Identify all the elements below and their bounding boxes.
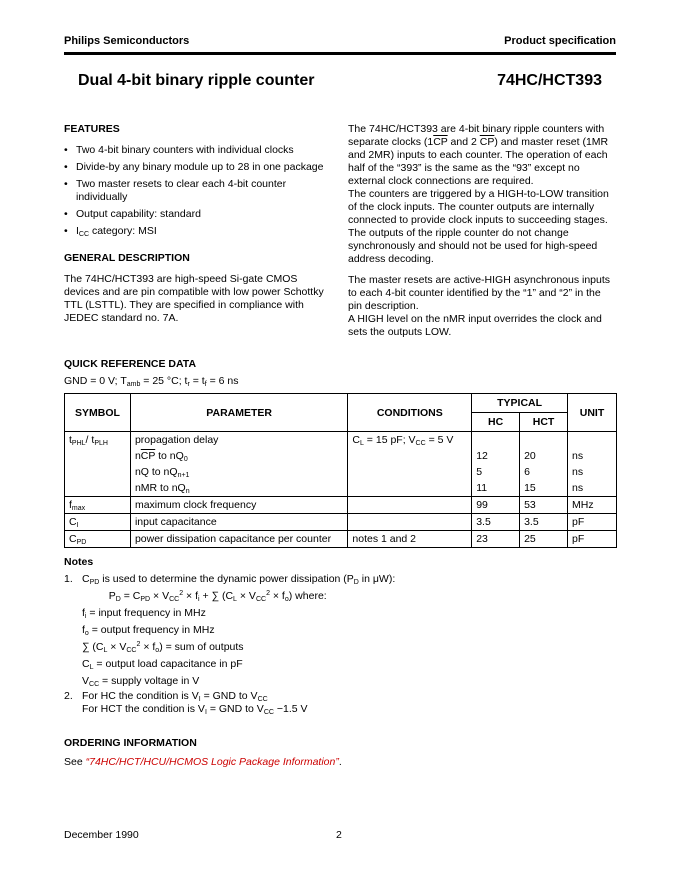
package-info-link[interactable]: “74HC/HCT/HCU/HCMOS Logic Package Information” xyxy=(85,756,339,768)
header-symbol: SYMBOL xyxy=(65,394,131,432)
cell-hc: 3.5 xyxy=(472,514,520,531)
table-row xyxy=(65,514,617,531)
ordering-text: See “74HC/HCT/HCU/HCMOS Logic Package Information”. xyxy=(64,756,342,768)
notes-section xyxy=(64,554,616,716)
header-conditions: CONDITIONS xyxy=(348,394,472,432)
page-title: Dual 4-bit binary ripple counter xyxy=(78,72,315,89)
cell-symbol: $C_{PD}$ xyxy=(65,531,131,548)
features-heading: FEATURES xyxy=(64,123,120,135)
cell-hc: 12 5 11 xyxy=(472,432,520,497)
cell-unit: ns ns ns xyxy=(568,432,617,497)
header-rule xyxy=(64,52,616,55)
note-1: 1. $C_{PD}$ is used to determine the dynamic power dissipation ($P_D$ in μW): xyxy=(64,573,396,586)
note-1-fi: $f_i$ = input frequency in MHz xyxy=(82,607,206,620)
description-p3: The master resets are active-HIGH asynchronous inputs to each 4-bit counter identified by the “1” and “2” in the pin description. xyxy=(348,274,611,312)
cell-hc: 99 xyxy=(472,497,520,514)
features-list xyxy=(64,144,332,238)
table-row xyxy=(65,432,617,497)
page-number: 2 xyxy=(336,829,342,841)
cell-unit: pF xyxy=(568,531,617,548)
cell-conditions xyxy=(348,514,472,531)
description-p2: The counters are triggered by a HIGH-to-LOW transition of the clock inputs. The counter outputs are internally connected to provide clock inputs to succeeding stages. The outputs of the ripple counter do not change synchronously and should not be used for high-speed address decoding. xyxy=(348,188,609,265)
note-1-cl: $C_L$ = output load capacitance in pF xyxy=(82,658,243,671)
cell-parameter: maximum clock frequency xyxy=(130,497,347,514)
cell-conditions xyxy=(348,497,472,514)
footer-date: December 1990 xyxy=(64,829,139,841)
cell-parameter: power dissipation capacitance per counter xyxy=(130,531,347,548)
note-2: 2. For HC the condition is $V_I$ = GND to $V_{CC}$ xyxy=(64,690,268,703)
header-typical: TYPICAL xyxy=(472,394,568,413)
cell-hct: 53 xyxy=(520,497,568,514)
header-hc: HC xyxy=(472,413,520,432)
part-number: 74HC/HCT393 xyxy=(497,72,602,89)
cell-hct: 25 xyxy=(520,531,568,548)
list-item: • Divide-by any binary module up to 28 in one package xyxy=(64,161,332,174)
note-1-sum: ∑ $(C_L \times V_{CC}^2 \times f_o)$ = sum of outputs xyxy=(82,641,244,654)
ordering-heading: ORDERING INFORMATION xyxy=(64,737,197,749)
cell-parameter: propagation delay $n\overline{CP}$ to $nQ_0$ nQ to $nQ_{n+1}$ nMR to $nQ_n$ xyxy=(130,432,347,497)
header-unit: UNIT xyxy=(568,394,617,432)
left-column xyxy=(64,123,332,325)
header-hct: HCT xyxy=(520,413,568,432)
list-item: • Output capability: standard xyxy=(64,208,332,221)
cell-conditions: $C_L = 15$ pF; $V_{CC} = 5$ V xyxy=(348,432,472,497)
table-row xyxy=(65,497,617,514)
note-1-fo: $f_o$ = output frequency in MHz xyxy=(82,624,215,637)
table-row xyxy=(65,531,617,548)
cell-symbol: $f_{max}$ xyxy=(65,497,131,514)
list-item: • Two 4-bit binary counters with individual clocks xyxy=(64,144,332,157)
list-item: • Two master resets to clear each 4-bit counter individually xyxy=(64,178,332,204)
notes-heading: Notes xyxy=(64,556,94,568)
description-p4: A HIGH level on the nMR input overrides the clock and sets the outputs LOW. xyxy=(348,313,602,338)
general-heading: GENERAL DESCRIPTION xyxy=(64,252,190,264)
cell-hct: 3.5 xyxy=(520,514,568,531)
cell-parameter: input capacitance xyxy=(130,514,347,531)
cell-unit: MHz xyxy=(568,497,617,514)
header-parameter: PARAMETER xyxy=(130,394,347,432)
cell-symbol: $t_{PHL}/$ $t_{PLH}$ xyxy=(65,432,131,497)
note-2-hct: For HCT the condition is $V_I$ = GND to $V_{CC} -1.5$ V xyxy=(82,703,308,716)
note-1-formula: $P_D = C_{PD} \times V_{CC}^2 \times f_i$ + ∑ $(C_L \times V_{CC}^2 \times f_o)$ where: xyxy=(100,590,327,603)
doc-type: Product specification xyxy=(504,35,616,47)
company-name: Philips Semiconductors xyxy=(64,35,190,47)
description-p1: The 74HC/HCT393 are 4-bit binary ripple counters with separate clocks ($1\overline{CP}$ and 2 $\overline{CP}$) and master reset (1MR and 2MR) inputs to each counter. The operation of each half of the “393” is the same as the “93” except no external clock connections are required. xyxy=(348,123,609,187)
cell-symbol: $C_I$ xyxy=(65,514,131,531)
cell-hct: 20 6 15 xyxy=(520,432,568,497)
qrd-heading: QUICK REFERENCE DATA xyxy=(64,358,197,370)
note-1-vcc: $V_{CC}$ = supply voltage in V xyxy=(82,675,200,688)
right-column xyxy=(348,123,616,339)
general-text: The 74HC/HCT393 are high-speed Si-gate CMOS devices and are pin compatible with low power Schottky TTL (LSTTL). They are specified in compliance with JEDEC standard no. 7A. xyxy=(64,273,324,324)
cell-conditions: notes 1 and 2 xyxy=(348,531,472,548)
cell-unit: pF xyxy=(568,514,617,531)
quick-reference-table xyxy=(64,393,617,548)
cell-hc: 23 xyxy=(472,531,520,548)
list-item: • $I_{CC}$ category: MSI xyxy=(64,225,332,238)
qrd-conditions: GND = 0 V; $T_{amb} = 25$ °C; $t_r = t_f = 6$ ns xyxy=(64,375,239,388)
